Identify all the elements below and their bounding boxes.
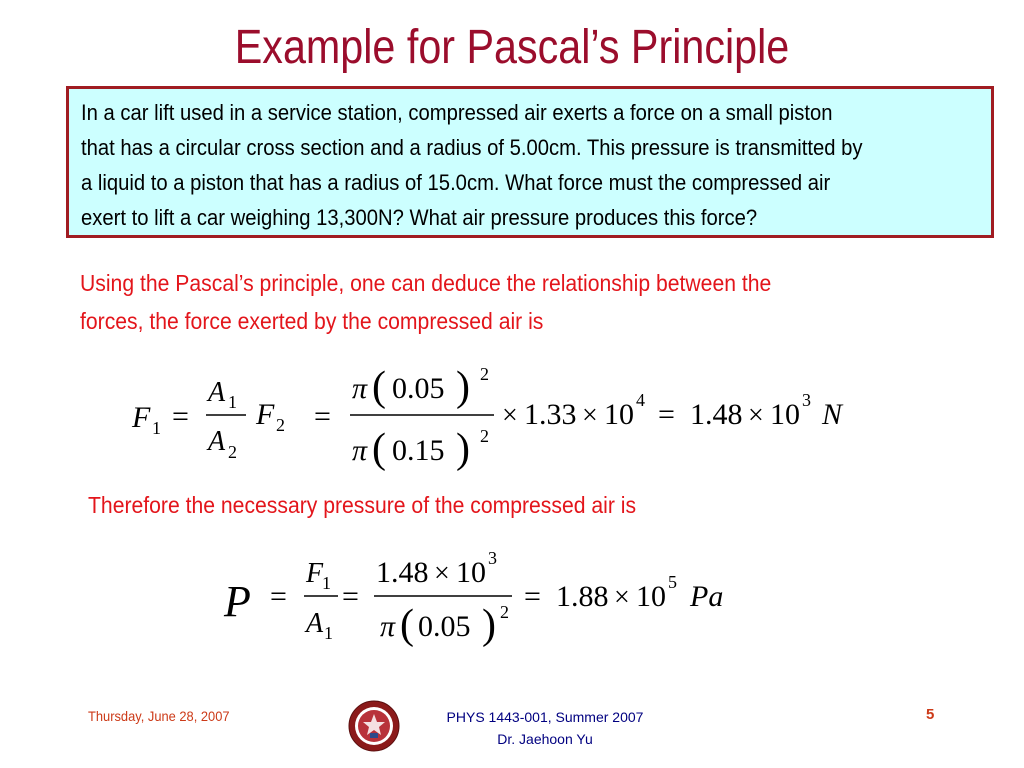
- eq1-exp3: 3: [802, 390, 811, 410]
- eq1-A2: A: [208, 426, 226, 457]
- intro-line: Using the Pascal’s principle, one can deduce the relationship between the: [80, 270, 772, 296]
- eq1-F2-sub: 2: [276, 415, 285, 435]
- eq2-exp3: 3: [488, 548, 497, 568]
- eq1-F1-sub: 1: [152, 418, 161, 438]
- eq1-num-power: 2: [480, 364, 489, 384]
- eq2-F1: F: [306, 558, 324, 589]
- eq1-ten-1: 10: [604, 398, 634, 431]
- university-seal-icon: [348, 700, 400, 752]
- page-number: 5: [926, 706, 935, 723]
- eq1-F1: F: [132, 401, 151, 434]
- eq1-equals-3: =: [658, 398, 675, 431]
- eq1-F2: F: [256, 398, 275, 431]
- problem-line: that has a circular cross section and a radius of 5.00cm. This pressure is transmitted by: [81, 135, 863, 160]
- eq2-pi: π: [380, 610, 396, 643]
- eq1-A1-sub: 1: [228, 392, 237, 412]
- eq1-num-value: 0.05: [392, 372, 445, 405]
- eq2-P: P: [224, 577, 251, 626]
- footer-date: Thursday, June 28, 2007: [88, 708, 230, 724]
- problem-statement-box: [66, 86, 994, 238]
- eq1-equals-1: =: [172, 400, 189, 433]
- force-equation: [110, 360, 930, 475]
- eq1-exp4: 4: [636, 390, 645, 410]
- eq2-A1: A: [306, 608, 324, 639]
- eq1-result-mantissa: 1.48: [690, 398, 743, 431]
- intro-text: [80, 264, 771, 340]
- eq2-times-1: ×: [434, 558, 450, 589]
- eq1-times-2: ×: [582, 400, 598, 431]
- eq1-den-power: 2: [480, 426, 489, 446]
- eq2-equals-2: =: [342, 580, 359, 613]
- eq1-pi-den: π: [352, 434, 368, 467]
- eq2-equals-1: =: [270, 580, 287, 613]
- eq2-F1-sub: 1: [322, 573, 331, 593]
- eq2-result-mantissa: 1.88: [556, 580, 609, 613]
- eq2-paren-open: (: [400, 602, 414, 648]
- eq2-den-value: 0.05: [418, 610, 471, 643]
- eq2-unit: Pa: [690, 580, 724, 613]
- eq1-force-mantissa: 1.33: [524, 398, 577, 431]
- eq1-times-3: ×: [748, 400, 764, 431]
- problem-line: In a car lift used in a service station, compressed air exerts a force on a small piston: [81, 100, 833, 125]
- eq1-ten-2: 10: [770, 398, 800, 431]
- eq2-ten-2: 10: [636, 580, 666, 613]
- therefore-text: [88, 486, 636, 524]
- eq2-equals-3: =: [524, 580, 541, 613]
- problem-line: exert to lift a car weighing 13,300N? What air pressure produces this force?: [81, 205, 758, 230]
- eq2-den-power: 2: [500, 602, 509, 622]
- footer-course-line: PHYS 1443-001, Summer 2007: [446, 709, 644, 725]
- therefore-line: Therefore the necessary pressure of the compressed air is: [88, 492, 637, 518]
- eq1-A2-sub: 2: [228, 442, 237, 462]
- slide-title: Example for Pascal’s Principle: [234, 21, 790, 74]
- eq2-num-mantissa: 1.48: [376, 556, 429, 589]
- eq2-paren-close: ): [482, 602, 496, 648]
- eq1-equals-2: =: [314, 400, 331, 433]
- eq1-A1: A: [208, 377, 226, 408]
- eq2-exp5: 5: [668, 572, 677, 592]
- eq1-paren-close-den: ): [456, 426, 470, 472]
- eq1-pi-num: π: [352, 372, 368, 405]
- footer-instructor: Dr. Jaehoon Yu: [497, 731, 593, 747]
- problem-line: a liquid to a piston that has a radius of 15.0cm. What force must the compressed air: [81, 170, 831, 195]
- eq2-ten-1: 10: [456, 556, 486, 589]
- eq2-A1-sub: 1: [324, 623, 333, 643]
- eq1-times-1: ×: [502, 400, 518, 431]
- eq1-paren-open-num: (: [372, 364, 386, 410]
- eq1-paren-open-den: (: [372, 426, 386, 472]
- eq2-times-2: ×: [614, 582, 630, 613]
- footer-course-info: [430, 706, 660, 750]
- problem-statement: [81, 95, 1001, 235]
- intro-line: forces, the force exerted by the compressed air is: [80, 308, 544, 334]
- eq1-den-value: 0.15: [392, 434, 445, 467]
- eq1-unit: N: [822, 398, 843, 431]
- eq1-paren-close-num: ): [456, 364, 470, 410]
- pressure-equation: [220, 548, 820, 658]
